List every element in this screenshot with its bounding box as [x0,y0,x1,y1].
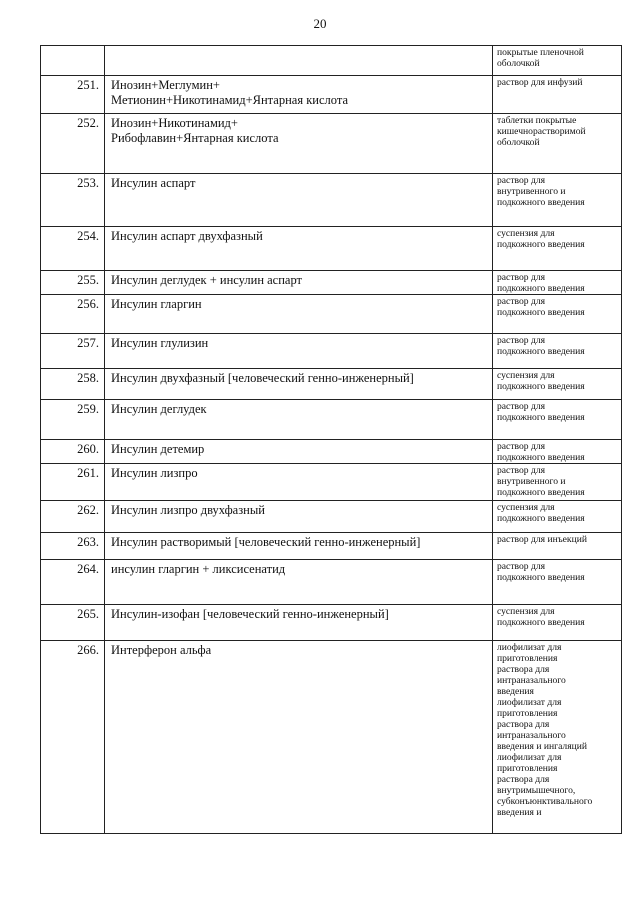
dosage-form-line: раствор для [497,175,546,186]
dosage-form-line: лиофилизат для [497,697,562,708]
table-row [41,533,622,560]
dosage-form-cell [493,114,622,174]
dosage-form-line: приготовления [497,653,558,664]
drug-name-cell [105,334,493,369]
page-number: 20 [313,16,327,31]
drug-name-cell [105,501,493,533]
drug-name-line: Инсулин двухфазный [человеческий генно-инженерный] [111,371,414,385]
dosage-form-line: раствора для [497,719,550,730]
drug-name-cell [105,440,493,464]
table-row [41,295,622,334]
dosage-form-line: суспензия для [497,370,555,381]
drug-name-cell [105,400,493,440]
drug-name-line: Инозин+Меглумин+ [111,78,220,92]
drug-name-line: Инсулин деглудек + инсулин аспарт [111,273,303,287]
dosage-form-cell [493,501,622,533]
drug-name-line: Инсулин лизпро двухфазный [111,503,265,517]
dosage-form-line: подкожного введения [497,487,585,498]
dosage-form-line: введения и ингаляций [497,741,588,752]
drug-name-line: Инсулин растворимый [человеческий генно-инженерный] [111,535,421,549]
drug-table [40,45,622,834]
drug-name-cell [105,174,493,227]
drug-name-line: Инозин+Никотинамид+ [111,116,238,130]
table-row [41,560,622,605]
dosage-form-line: суспензия для [497,502,555,513]
table-row [41,464,622,501]
dosage-form-line: подкожного введения [497,572,585,583]
drug-name-line: Интерферон альфа [111,643,212,657]
dosage-form-line: раствор для [497,296,546,307]
drug-name-cell [105,605,493,641]
row-number: 253. [41,174,105,227]
drug-name-cell [105,114,493,174]
table-row [41,334,622,369]
dosage-form-line: внутривенного и [497,476,566,487]
drug-name-cell [105,271,493,295]
drug-name-line: Инсулин-изофан [человеческий генно-инженерный] [111,607,389,621]
row-number: 266. [41,641,105,834]
table-row [41,174,622,227]
row-number: 251. [41,76,105,114]
dosage-form-line: интраназального [497,730,566,741]
dosage-form-line: подкожного введения [497,307,585,318]
table-row [41,605,622,641]
dosage-form-line: приготовления [497,763,558,774]
dosage-form-line: раствор для инъекций [497,534,587,545]
drug-name-cell [105,76,493,114]
drug-name-cell [105,533,493,560]
table-row [41,440,622,464]
dosage-form-line: суспензия для [497,228,555,239]
row-number [41,46,105,76]
drug-name-cell [105,46,493,76]
dosage-form-line: приготовления [497,708,558,719]
dosage-form-cell [493,46,622,76]
drug-name-cell [105,227,493,271]
dosage-form-line: лиофилизат для [497,642,562,653]
drug-name-line: Инсулин аспарт [111,176,196,190]
dosage-form-cell [493,334,622,369]
dosage-form-line: подкожного введения [497,412,585,423]
dosage-form-line: внутривенного и [497,186,566,197]
drug-name-line: инсулин гларгин + ликсисенатид [111,562,286,576]
dosage-form-cell [493,227,622,271]
table-row [41,227,622,271]
dosage-form-line: субконъюнктивального [497,796,593,807]
dosage-form-line: раствор для [497,561,546,572]
table-row [41,114,622,174]
table-row [41,271,622,295]
dosage-form-line: раствора для [497,664,550,675]
drug-name-line: Инсулин гларгин [111,297,202,311]
dosage-form-line: подкожного введения [497,283,585,294]
dosage-form-line: подкожного введения [497,239,585,250]
dosage-form-line: раствора для [497,774,550,785]
drug-name-line: Метионин+Никотинамид+Янтарная кислота [111,93,349,107]
row-number: 264. [41,560,105,605]
table-row [41,641,622,834]
dosage-form-cell [493,560,622,605]
drug-name-line: Инсулин лизпро [111,466,198,480]
drug-name-cell [105,295,493,334]
row-number: 255. [41,271,105,295]
dosage-form-line: подкожного введения [497,381,585,392]
dosage-form-line: раствор для [497,465,546,476]
dosage-form-line: интраназального [497,675,566,686]
dosage-form-cell [493,641,622,834]
dosage-form-line: подкожного введения [497,346,585,357]
dosage-form-line: раствор для [497,272,546,283]
dosage-form-line: суспензия для [497,606,555,617]
drug-name-line: Рибофлавин+Янтарная кислота [111,131,279,145]
dosage-form-line: раствор для [497,401,546,412]
dosage-form-cell [493,174,622,227]
row-number: 262. [41,501,105,533]
dosage-form-line: подкожного введения [497,513,585,524]
drug-name-line: Инсулин глулизин [111,336,209,350]
dosage-form-cell [493,369,622,400]
dosage-form-line: подкожного введения [497,197,585,208]
drug-name-cell [105,560,493,605]
drug-name-cell [105,641,493,834]
table-row [41,369,622,400]
dosage-form-line: раствор для инфузий [497,77,583,88]
dosage-form-line: оболочкой [497,137,540,148]
dosage-form-cell [493,464,622,501]
row-number: 257. [41,334,105,369]
dosage-form-line: введения и [497,807,542,818]
dosage-form-cell [493,533,622,560]
dosage-form-line: лиофилизат для [497,752,562,763]
row-number: 261. [41,464,105,501]
dosage-form-line: раствор для [497,335,546,346]
row-number: 260. [41,440,105,464]
dosage-form-cell [493,605,622,641]
dosage-form-cell [493,440,622,464]
row-number: 254. [41,227,105,271]
row-number: 258. [41,369,105,400]
drug-name-line: Инсулин деглудек [111,402,207,416]
row-number: 263. [41,533,105,560]
dosage-form-line: введения [497,686,534,697]
dosage-form-cell [493,76,622,114]
row-number: 265. [41,605,105,641]
dosage-form-cell [493,400,622,440]
row-number: 256. [41,295,105,334]
dosage-form-line: внутримышечного, [497,785,576,796]
dosage-form-line: кишечнорастворимой [497,126,586,137]
dosage-form-cell [493,295,622,334]
dosage-form-line: покрытые пленочной [497,47,584,58]
dosage-form-line: таблетки покрытые [497,115,577,126]
dosage-form-line: подкожного введения [497,452,585,463]
dosage-form-line: раствор для [497,441,546,452]
table-row [41,501,622,533]
drug-name-line: Инсулин аспарт двухфазный [111,229,263,243]
drug-name-cell [105,464,493,501]
row-number: 252. [41,114,105,174]
dosage-form-line: подкожного введения [497,617,585,628]
drug-name-cell [105,369,493,400]
table-row [41,76,622,114]
table-row [41,46,622,76]
row-number: 259. [41,400,105,440]
table-row [41,400,622,440]
dosage-form-line: оболочкой [497,58,540,69]
drug-name-line: Инсулин детемир [111,442,205,456]
dosage-form-cell [493,271,622,295]
